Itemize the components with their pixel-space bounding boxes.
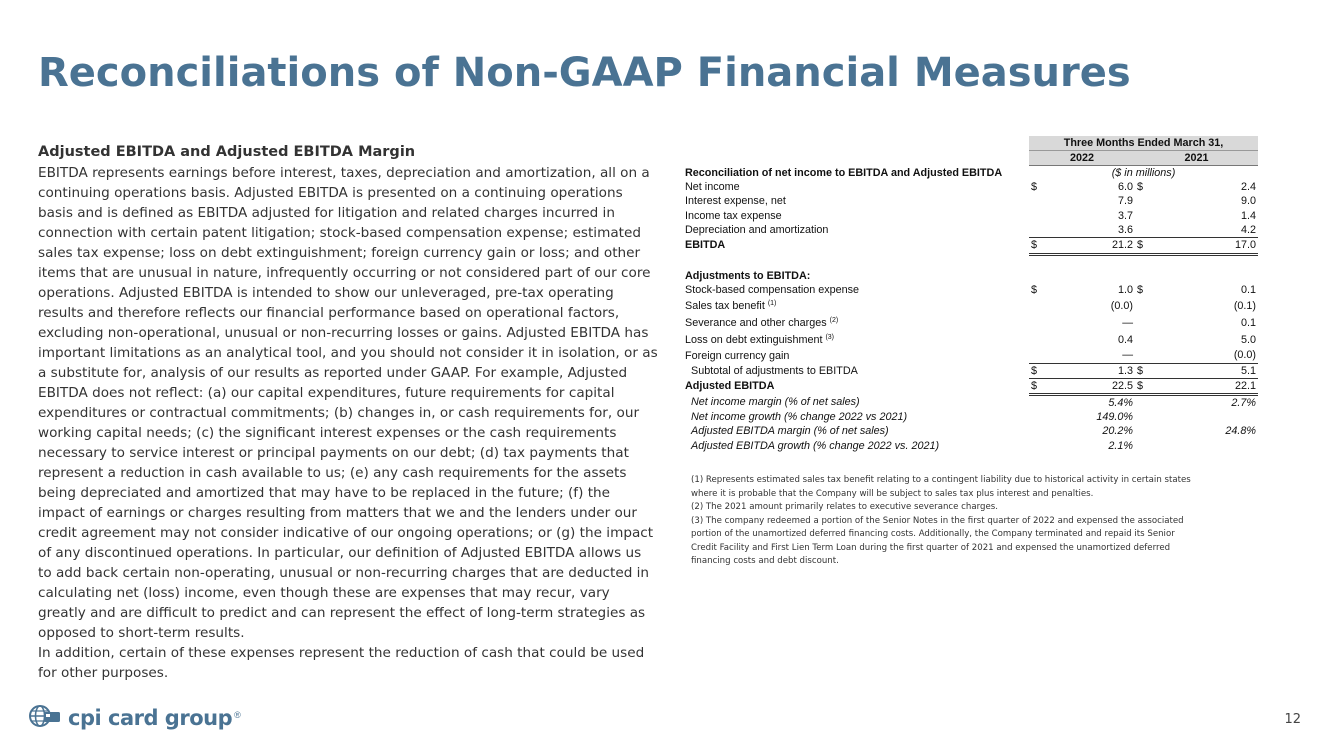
body-paragraph-1: EBITDA represents earnings before interest, taxes, depreciation and amortization, all on a continuing operations basis. Adjusted EBITDA is presented on a continuing operations basis and is defined as EBITDA adjusted for litigation and related charges incurred in connection with certain patent litigation; stock-based compensation expense; estimated sales tax expense; loss on debt extinguishment; foreign currency gain or loss; and other items that are unusual in nature, infrequently occurring or not considered part of our core operations. Adjusted EBITDA is intended to show our unleveraged, pre-tax operating results and therefore reflects our financial performance based on operational factors, excluding non-operational, unusual or non-recurring losses or gains. Adjusted EBITDA has important limitations as an analytical tool, and you should not consider it in isolation, or as a substitute for, analysis of our results as reported under GAAP. For example, Adjusted EBITDA does not reflect: (a) our capital expenditures, future requirements for capital expenditures or contractual commitments; (b) changes in, or cash requirements for, our working capital needs; (c) the significant interest expenses or the cash requirements necessary to service interest or principal payments on our debt; (d) tax payments that represent a reduction in cash available to us; (e) any cash requirements for the assets being depreciated and amortized that may have to be replaced in the future; (f) the impact of earnings or charges resulting from matters that we and the lenders under our credit agreement may not consider indicative of our ongoing operations; or (g) the impact of any discontinued operations. In particular, our definition of Adjusted EBITDA allows us to add back certain non-operating, unusual or non-recurring charges that are deducted in calculating net (loss) income, even though these are expenses that may recur, vary greatly and are difficult to predict and can represent the effect of long-term strategies as opposed to short-term results. [38,165,658,641]
footnote-2: (2) The 2021 amount primarily relates to executive severance charges. [691,502,998,512]
row-label: Net income [685,181,740,194]
table-row [683,315,1258,332]
table-row [683,395,1258,411]
table-row [683,195,1258,209]
value-2021: 5.0 [1241,333,1257,346]
row-label: Interest expense, net [685,195,786,208]
registered-mark: ® [234,710,241,720]
table-header-row [683,136,1258,151]
dollar-sign: $ [1137,284,1144,297]
units-label: ($ in millions) [1111,166,1176,179]
company-logo [28,706,241,730]
label-text: Severance and other charges [685,316,827,329]
row-label: Subtotal of adjustments to EBITDA [691,364,858,377]
table-row [683,181,1258,195]
ebitda-description [38,142,658,683]
value-2022: 1.0 [1117,284,1133,297]
value-2021: 24.8% [1225,425,1257,438]
table-row [683,209,1258,223]
table-row [683,411,1258,425]
section-heading: Adjusted EBITDA and Adjusted EBITDA Margin [38,144,416,160]
footnote-1: (1) Represents estimated sales tax benefit relating to a contingent liability due to historical activity in certain states where it is probable that the Company will be subject to sales tax plus interest and penalties. [691,475,1191,499]
value-2021: (0.1) [1233,299,1257,312]
value-2021: 9.0 [1241,195,1257,208]
label-text: Sales tax benefit [685,299,765,312]
value-2021: (0.0) [1153,349,1258,364]
value-2022: (0.0) [1110,299,1133,312]
value-2022: 22.5 [1047,379,1135,395]
table-row [683,166,1258,181]
row-label: EBITDA [685,239,726,252]
value-2022: 149.0% [1096,411,1133,424]
row-label: Adjusted EBITDA growth (% change 2022 vs. 2021) [691,439,940,452]
row-label: Net income growth (% change 2022 vs 2021) [691,411,908,424]
table-row [683,284,1258,298]
value-2021 [1153,411,1258,425]
value-2022: 7.9 [1117,195,1133,208]
dollar-sign: $ [1029,364,1047,379]
page-title: Reconciliations of Non-GAAP Financial Measures [38,50,1131,96]
row-label: Adjusted EBITDA margin (% of net sales) [691,425,889,438]
dollar-sign: $ [1137,181,1144,194]
table-row [683,270,1258,284]
row-label: Stock-based compensation expense [685,284,860,297]
year-2022-header: 2022 [1029,151,1135,166]
value-2022: 21.2 [1047,238,1135,254]
dollar-sign: $ [1031,181,1038,194]
value-2021: 0.1 [1241,284,1257,297]
value-2022: — [1047,349,1135,364]
footnote-ref: (3) [825,333,835,341]
page-number: 12 [1284,712,1301,727]
year-header-row [683,151,1258,166]
value-2022: 3.6 [1047,223,1135,238]
period-header: Three Months Ended March 31, [1029,136,1258,151]
table-row [683,298,1258,315]
year-2021-header: 2021 [1135,151,1258,166]
row-label [683,332,1029,349]
row-label: Adjustments to EBITDA: [685,270,811,283]
globe-card-icon [28,704,62,733]
dollar-sign: $ [1135,379,1153,395]
value-2022: — [1122,316,1133,329]
value-2022: 2.1% [1108,439,1133,452]
value-2021: 1.4 [1241,209,1257,222]
value-2022: 6.0 [1117,181,1133,194]
row-label: Depreciation and amortization [685,223,829,236]
table-row [683,364,1258,379]
value-2022: 1.3 [1047,364,1135,379]
value-2022: 20.2% [1102,425,1133,438]
table-row [683,379,1258,395]
body-paragraph-2: In addition, certain of these expenses represent the reduction of cash that could be used for other purposes. [38,645,645,681]
footnotes [691,474,1191,569]
label-text: Loss on debt extinguishment [685,333,823,346]
value-2022: 3.7 [1117,209,1133,222]
value-2021: 5.1 [1153,364,1258,379]
dollar-sign: $ [1029,238,1047,254]
footnote-ref: (1) [767,299,777,307]
table-row [683,439,1258,453]
value-2021: 17.0 [1153,238,1258,254]
dollar-sign: $ [1135,364,1153,379]
table-row [683,238,1258,254]
table-row [683,332,1258,349]
table-row [683,223,1258,238]
logo-wordmark: cpi card group [68,706,233,730]
value-2021 [1153,439,1258,453]
row-label [683,315,1029,332]
row-label: Foreign currency gain [685,349,790,362]
value-2021: 2.7% [1231,397,1257,410]
value-2022: 5.4% [1108,397,1133,410]
table-row [683,425,1258,439]
dollar-sign: $ [1135,238,1153,254]
ebitda-reconciliation-table [683,136,1258,453]
value-2021: 0.1 [1241,316,1257,329]
table-row [683,349,1258,364]
value-2021: 2.4 [1241,181,1257,194]
row-label [683,298,1029,315]
row-label: Net income margin (% of net sales) [691,396,860,409]
dollar-sign: $ [1029,379,1047,395]
value-2021: 22.1 [1153,379,1258,395]
dollar-sign: $ [1031,284,1038,297]
value-2021: 4.2 [1153,223,1258,238]
value-2022: 0.4 [1117,333,1133,346]
footnote-3: (3) The company redeemed a portion of the Senior Notes in the first quarter of 2022 and expensed the associated portion of the unamortized deferred financing costs. Additionally, the Company terminated and repaid its Senior Credit Facility and First Lien Term Loan during the first quarter of 2021 and expensed the unamortized deferred financing costs and debt discount. [691,515,1184,566]
reconciliation-title: Reconciliation of net income to EBITDA and Adjusted EBITDA [685,166,1003,179]
row-label: Adjusted EBITDA [685,380,775,393]
footnote-ref: (2) [829,316,839,324]
row-label: Income tax expense [685,209,782,222]
